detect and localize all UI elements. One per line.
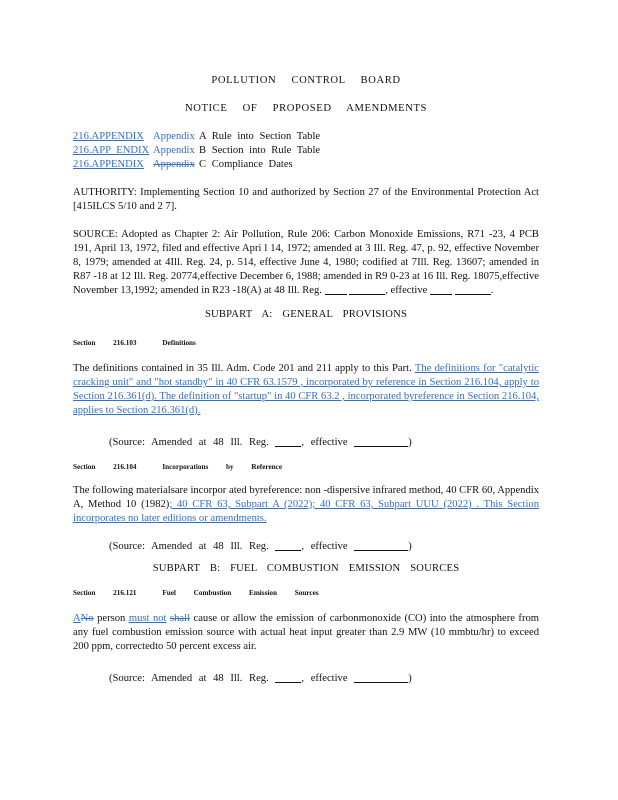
appendix-item-b [73, 144, 539, 158]
appendix-item-a [73, 130, 539, 144]
blank-reg [275, 436, 301, 447]
text-person: person [97, 613, 126, 624]
source-effective: , effective [301, 673, 348, 684]
section-104-heading [73, 460, 539, 474]
blank-effective [354, 540, 408, 551]
source-prefix: (Source: Amended at 48 Ill. Reg. [109, 437, 269, 448]
blank-reg [325, 284, 347, 295]
section-121-heading [73, 586, 539, 600]
section-104-body [73, 484, 539, 526]
section-121-source [73, 672, 539, 686]
section-104-source [73, 540, 539, 554]
blank-effective [354, 436, 408, 447]
section-103-source [73, 436, 539, 450]
added-a: A [73, 613, 81, 624]
source-effective: , effective [301, 541, 348, 552]
appendix-list [73, 130, 539, 172]
appendix-a-word: Appendix [153, 131, 195, 142]
appendix-c-word-struck: Appendix [153, 159, 195, 170]
source-prefix: (Source: Amended at 48 Ill. Reg. [109, 673, 269, 684]
appendix-b-title: B Section into Rule Table [199, 145, 321, 156]
section-104-number: Section 216.104 [73, 463, 137, 471]
section-103-title: Definitions [162, 339, 196, 347]
appendix-a-link[interactable]: 216.APPENDIX [73, 131, 144, 142]
appendix-c-link[interactable]: 216.APPENDIX [73, 159, 144, 170]
section-104-text: The following materialsare incorpor ated byreference: non -dispersive infrared method, 40 CFR 60, Appendix A, Method 10 (1982) [73, 485, 539, 510]
section-104-title: Incorporations by Reference [162, 463, 283, 471]
blank-effective-2 [455, 284, 491, 295]
appendix-a-title: A Rule into Section Table [199, 131, 321, 142]
source-effective: , effective [385, 285, 428, 296]
source-text: SOURCE: Adopted as Chapter 2: Air Pollution, Rule 206: Carbon Monoxide Emissions, R71 -23, 4 PCB 191, April 13, 1972, filed and effective Apri l 14, 1972; amended at 3 Ill. Reg. 47, p. 92, effective November 8, 1979; amended at 4Ill. Reg. 24, p. 514, effective June 4, 1980; codified at 7Ill. Reg. 13607; amended in R87 -18 at 12 Ill. Reg. 20774,effective December 6, 1988; amended in R9 0-23 at 16 Ill. Reg. 18075,effective November 13,1992; amended in R23 -18(A) at 48 Ill. Reg. [73, 229, 539, 296]
source-prefix: (Source: Amended at 48 Ill. Reg. [109, 541, 269, 552]
appendix-b-word: Appendix [153, 145, 195, 156]
subpart-b-heading: SUBPART B: FUEL COMBUSTION EMISSION SOURCES [152, 563, 460, 574]
struck-shall: shall [170, 613, 191, 624]
section-103-number: Section 216.103 [73, 339, 137, 347]
struck-no: No [80, 613, 94, 624]
section-103-text: The definitions contained in 35 Ill. Adm. Code 201 and 211 apply to this Part. [73, 363, 412, 374]
source-note: SOURCE: Adopted as Chapter 2: Air Pollution, Rule 206: Carbon Monoxide Emissions, R71 -23, 4 PCB 191, April 13, 1972, filed and effective Apri l 14, 1972; amended at 3 Ill. Reg. 47, p. 92, effective November 8, 1979; amended at 4Ill. Reg. 24, p. 514, effective June 4, 1980; codified at 7Ill. Reg. 13607; amended in R87 -18 at 12 Ill. Reg. 20774,effective December 6, 1988; amended in R9 0-23 at 16 Ill. Reg. 18075,effective November 13,1992; amended in R23 -18(A) at 48 Ill. Reg. , effective . [73, 229, 539, 296]
board-title: POLLUTION CONTROL BOARD [211, 75, 401, 86]
source-close: ) [408, 437, 412, 448]
section-121-text: cause or allow the emission of carbonmonoxide (CO) into the atmosphere from any fuel combustion emission source with actual heat input greater than 2.9 MW (10 mmbtu/hr) to exceed 200 ppm, correctedto 50 percent excess air. [73, 613, 540, 652]
blank-effective [354, 672, 408, 683]
appendix-b-link[interactable]: 216.APP ENDIX [73, 145, 150, 156]
section-121-body [73, 612, 539, 654]
blank-reg [275, 540, 301, 551]
subpart-a-heading: SUBPART A: GENERAL PROVISIONS [204, 309, 408, 320]
section-103-heading [73, 336, 539, 350]
appendix-item-c [73, 158, 539, 172]
notice-title: NOTICE OF PROPOSED AMENDMENTS [184, 103, 428, 114]
section-103-added-text: The definitions for "catalytic cracking unit" and "hot standby" in 40 CFR 63.1579 , incorporated by reference in Section 216.104, apply to Section 216.361(d). The definition of "startup" in 40 CFR 63.2 , incorporated byreference in Section 216.104, applies to Section 216.361(d). [73, 363, 539, 416]
blank-reg-page [349, 284, 385, 295]
section-121-title: Fuel Combustion Emission Sources [162, 589, 319, 597]
source-effective: , effective [301, 437, 348, 448]
section-103-body [73, 362, 539, 418]
source-close: ) [408, 673, 412, 684]
source-close: ) [408, 541, 412, 552]
appendix-c-title: C Compliance Dates [199, 159, 293, 170]
added-must-not: must not [128, 613, 167, 624]
document-page [73, 64, 539, 686]
blank-reg [275, 672, 301, 683]
blank-effective [430, 284, 452, 295]
section-104-added-text: ; 40 CFR 63, Subpart A (2022); 40 CFR 63, Subpart UUU (2022) . This Section incorporates no later editions or amendments. [73, 499, 539, 524]
section-121-number: Section 216.121 [73, 589, 137, 597]
authority-note: AUTHORITY: Implementing Section 10 and authorized by Section 27 of the Environmental Protection Act [415ILCS 5/10 and 2 7]. [73, 187, 539, 212]
